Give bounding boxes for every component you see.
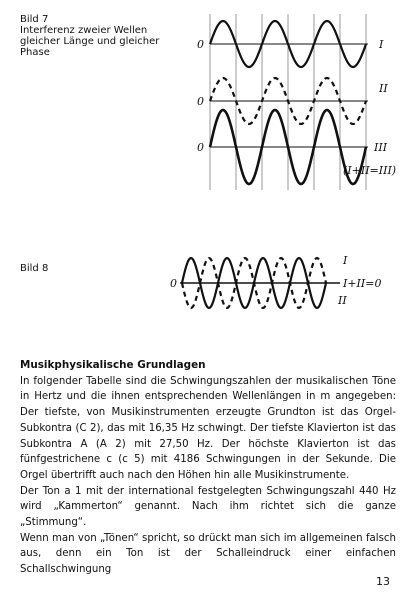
- figure-7-caption-line: Interferenz zweier Wellen: [20, 25, 148, 36]
- paragraph: Wenn man von „Tönen“ spricht, so drückt man sich im allgemeinen falsch aus, denn ein Ton ist der Schalleindruck einer einfachen Schallschwingung: [20, 532, 396, 576]
- figure-7-wave-label: II: [379, 82, 388, 95]
- paragraph: In folgender Tabelle sind die Schwingungszahlen der musikalischen Töne in Hertz und die ihnen entsprechenden Wellenlängen in m angegeben: Der tiefste, von Musikinstrumenten erzeugte Grundton ist das Orgel-Subkontra (C 2), das mit 16,35 Hz schwingt. Der tiefste Klavierton ist das Subkontra A (A 2) mit 27,50 Hz. Der höchste Klavierton ist das fünfgestrichene c (c 5) mit 4186 Schwingungen in der Sekunde. Die Orgel übertrifft auch nach den Höhen hin alle Musikinstrumente.: [20, 375, 396, 481]
- figure-7-caption-line: gleicher Länge und gleicher: [20, 36, 160, 47]
- section-heading: Musikphysikalische Grundlagen: [20, 359, 206, 371]
- figure-7-zero-label: 0: [197, 141, 204, 154]
- figure-8-zero-label: 0: [170, 277, 177, 290]
- text-section: [20, 358, 396, 578]
- figure-7-caption-line: Bild 7: [20, 14, 49, 25]
- figure-8-wave-label: I: [343, 254, 348, 267]
- figure-7-wave-label: I: [379, 38, 384, 51]
- figure-8-caption: Bild 8: [20, 263, 49, 274]
- figure-7-caption-line: Phase: [20, 47, 50, 58]
- paragraph: Der Ton a 1 mit der international festgelegten Schwingungszahl 440 Hz wird „Kammerton“ genannt. Nach ihm richtet sich die ganze „Stimmung“.: [20, 485, 396, 529]
- figure-7-sum-label: (I+II=III): [343, 164, 397, 177]
- figure-8-wave-label: II: [338, 294, 347, 307]
- figure-7-zero-label: 0: [197, 38, 204, 51]
- figure-7-zero-label: 0: [197, 95, 204, 108]
- figure-7-wave-label: III: [374, 141, 388, 154]
- page-number: 13: [376, 575, 390, 588]
- figure-8-sum-label: I+II=0: [343, 277, 382, 290]
